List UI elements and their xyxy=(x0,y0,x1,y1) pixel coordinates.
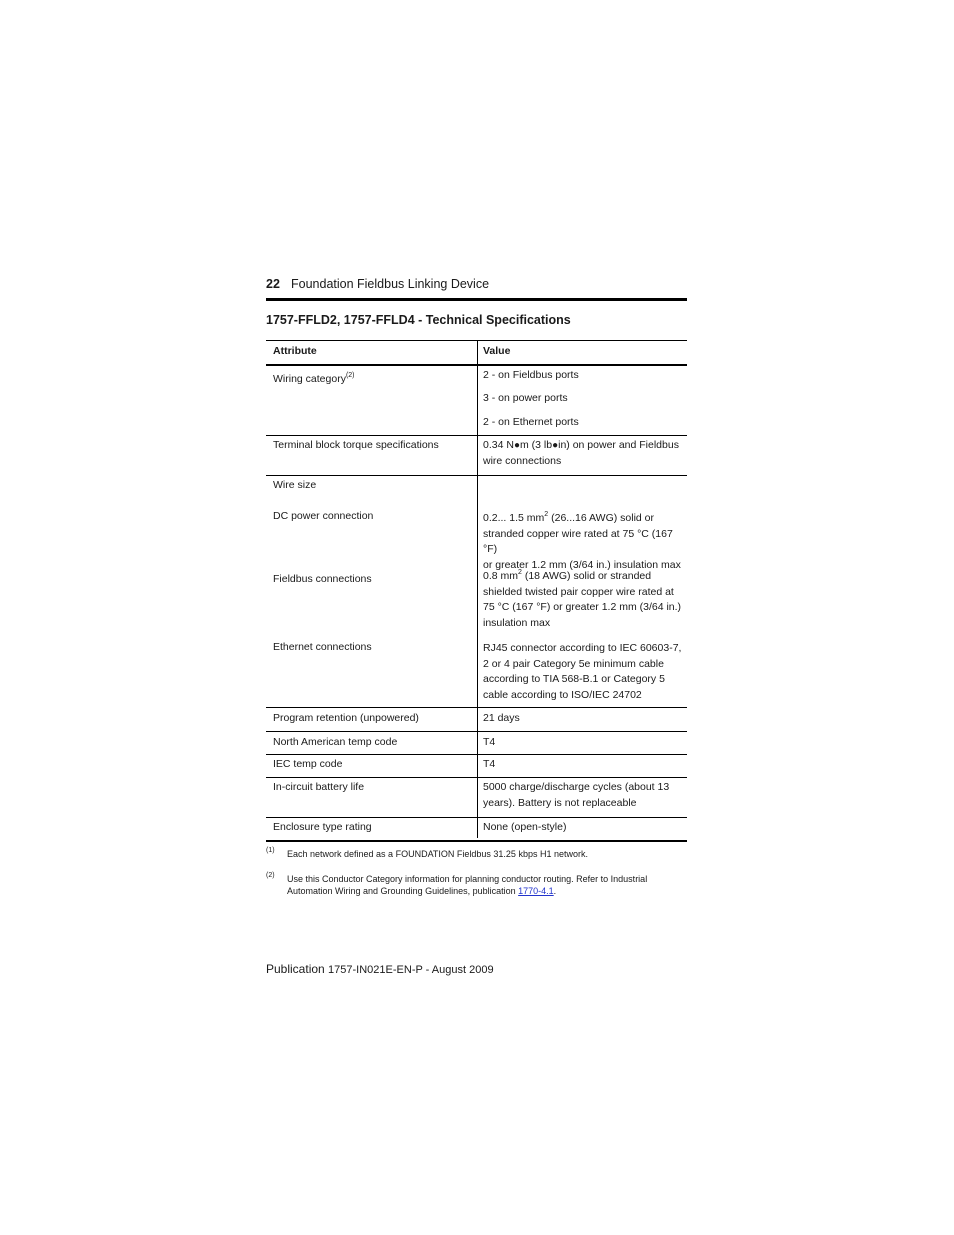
value-text: 0.2... 1.5 mm xyxy=(483,512,545,524)
header-value: Value xyxy=(483,345,511,357)
value-text: 75 °C (167 °F) or greater 1.2 mm (3/64 in.) xyxy=(483,601,682,613)
value-text: (18 AWG) solid or stranded xyxy=(521,570,652,582)
attribute-cell: Enclosure type rating xyxy=(273,821,372,833)
value-text: 2 - on Ethernet ports xyxy=(483,416,579,428)
attribute-cell xyxy=(273,372,355,388)
footnote-text: Each network defined as a FOUNDATION Fieldbus 31.25 kbps H1 network. xyxy=(287,849,588,859)
header-rule xyxy=(266,298,687,301)
header-title: Foundation Fieldbus Linking Device xyxy=(291,277,490,291)
table-title: 1757-FFLD2, 1757-FFLD4 - Technical Specifications xyxy=(266,313,571,327)
attribute-cell: Program retention (unpowered) xyxy=(273,712,419,724)
attribute-cell: Wire size xyxy=(273,479,317,491)
table-row-na-temp-code xyxy=(266,732,687,755)
attribute-cell: North American temp code xyxy=(273,736,398,748)
publication-number: 1757-IN021E-EN-P - August 2009 xyxy=(328,964,494,976)
value-text: insulation max xyxy=(483,616,551,629)
value-cell: T4 xyxy=(483,758,496,770)
value-text: shielded twisted pair copper wire rated at xyxy=(483,585,674,598)
table-row-battery-life xyxy=(266,778,687,818)
bullet-dot-icon: ● xyxy=(513,440,520,451)
table-row-wire-size xyxy=(266,476,687,708)
value-cell xyxy=(483,438,683,469)
sub-attribute-fieldbus: Fieldbus connections xyxy=(273,573,372,585)
value-cell-fieldbus xyxy=(483,569,683,631)
attribute-cell: In-circuit battery life xyxy=(273,781,365,793)
value-text: 3 - on power ports xyxy=(483,392,568,404)
value-text: stranded copper wire rated at 75 °C (167 °F) xyxy=(483,527,673,555)
footnote-line: . xyxy=(553,886,557,896)
value-cell xyxy=(483,780,683,811)
table-row-torque xyxy=(266,436,687,476)
table-row-wiring-category xyxy=(266,366,687,436)
value-text: 2 or 4 pair Category 5e minimum cable xyxy=(483,657,664,670)
footnote-mark: (2) xyxy=(266,872,275,879)
value-text: according to TIA 568-B.1 or Category 5 xyxy=(483,673,665,685)
value-cell-ethernet xyxy=(483,641,683,703)
footnote-text xyxy=(287,873,687,897)
value-text: 5000 charge/discharge cycles (about 13 xyxy=(483,781,670,793)
sub-attribute-ethernet: Ethernet connections xyxy=(273,641,372,653)
value-text: 2 - on Fieldbus ports xyxy=(483,369,579,381)
value-text: 0.34 N xyxy=(483,439,514,451)
value-text: in) on power and Fieldbus xyxy=(558,439,679,451)
sub-attribute-dc-power: DC power connection xyxy=(273,510,374,522)
footnote-mark: (1) xyxy=(266,847,275,854)
table-row-program-retention xyxy=(266,708,687,732)
attribute-text: Wiring category xyxy=(273,373,346,385)
value-text: or greater 1.2 mm (3/64 in.) insulation max xyxy=(483,558,681,571)
value-text: 0.8 mm xyxy=(483,570,519,582)
value-cell-dc-power xyxy=(483,511,683,573)
page-header xyxy=(266,276,687,296)
value-text: cable according to ISO/IEC 24702 xyxy=(483,688,642,701)
value-cell: T4 xyxy=(483,736,496,748)
page-footer xyxy=(266,962,494,976)
header-attribute: Attribute xyxy=(273,345,317,357)
value-text: RJ45 connector according to IEC 60603-7, xyxy=(483,642,682,654)
value-cell: 21 days xyxy=(483,712,520,724)
footer-label: Publication xyxy=(266,962,329,976)
value-text: wire connections xyxy=(483,454,562,467)
footnote-ref: (2) xyxy=(345,371,355,379)
table-header-row xyxy=(266,340,687,366)
table-row-iec-temp-code xyxy=(266,755,687,778)
attribute-cell: Terminal block torque specifications xyxy=(273,439,439,451)
superscript: 2 xyxy=(544,510,549,518)
page-number: 22 xyxy=(266,277,280,291)
superscript: 2 xyxy=(518,568,522,576)
publication-link[interactable]: 1770-4.1 xyxy=(518,886,554,896)
footnote-line: Use this Conductor Category information for planning conductor routing. Refer to Industrial xyxy=(287,874,648,884)
value-text: (26...16 AWG) solid or xyxy=(548,512,655,524)
table-row-enclosure-rating xyxy=(266,818,687,842)
footnote-line: Automation Wiring and Grounding Guidelines, publication xyxy=(287,886,519,896)
value-cell: None (open-style) xyxy=(483,821,567,833)
attribute-cell: IEC temp code xyxy=(273,758,343,770)
specifications-table xyxy=(266,340,687,842)
value-text: years). Battery is not replaceable xyxy=(483,796,637,809)
value-text: m (3 lb xyxy=(519,439,553,451)
bullet-dot-icon: ● xyxy=(552,440,559,451)
